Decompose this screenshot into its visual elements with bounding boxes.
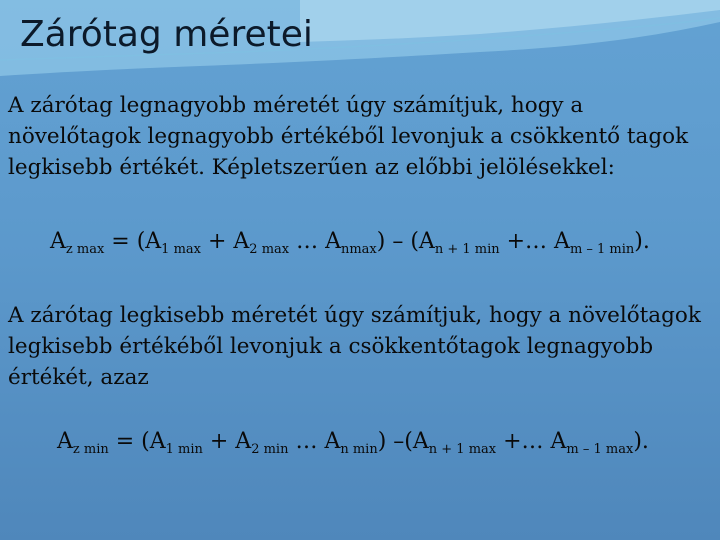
formula-text: ). (633, 429, 649, 454)
formula-subscript: n + 1 min (434, 242, 500, 257)
formula-text: ). (634, 229, 650, 254)
formula-subscript: 2 min (251, 442, 289, 457)
formula-text: A (57, 429, 73, 454)
formula-subscript: z min (72, 442, 109, 457)
formula-subscript: n min (340, 442, 378, 457)
formula-text: = (A (108, 429, 166, 454)
formula-text: … A (289, 229, 341, 254)
formula-text: … A (288, 429, 341, 454)
title-decoration (0, 0, 720, 78)
formula-text: = (A (104, 229, 162, 254)
formula-subscript: z max (65, 242, 105, 257)
formula-min (57, 427, 649, 457)
formula-text: +… A (496, 429, 567, 454)
formula-subscript: m – 1 min (569, 242, 635, 257)
formula-subscript: n + 1 max (428, 442, 497, 457)
formula-text: +… A (499, 229, 570, 254)
formula-text: + A (200, 229, 250, 254)
formula-max (50, 227, 650, 257)
paragraph-min: A zárótag legkisebb méretét úgy számítjuk, hogy a növelőtagok legkisebb értékéből levonjuk a csökkentőtagok legnagyobb értékét, azaz (8, 303, 701, 390)
formula-text: ) – (A (376, 229, 435, 254)
paragraph-max: A zárótag legnagyobb méretét úgy számítjuk, hogy a növelőtagok legnagyobb értékéből levonjuk a csökkentő tagok legkisebb értékét. Képletszerűen az előbbi jelölésekkel: (8, 93, 689, 180)
formula-text: ) –(A (377, 429, 429, 454)
formula-subscript: m – 1 max (566, 442, 634, 457)
formula-subscript: 2 max (249, 242, 290, 257)
formula-subscript: 1 max (161, 242, 201, 257)
formula-text: + A (202, 429, 252, 454)
formula-subscript: nmax (340, 242, 377, 257)
formula-subscript: 1 min (165, 442, 203, 457)
slide-title: Zárótag méretei (20, 14, 313, 55)
formula-text: A (50, 229, 66, 254)
